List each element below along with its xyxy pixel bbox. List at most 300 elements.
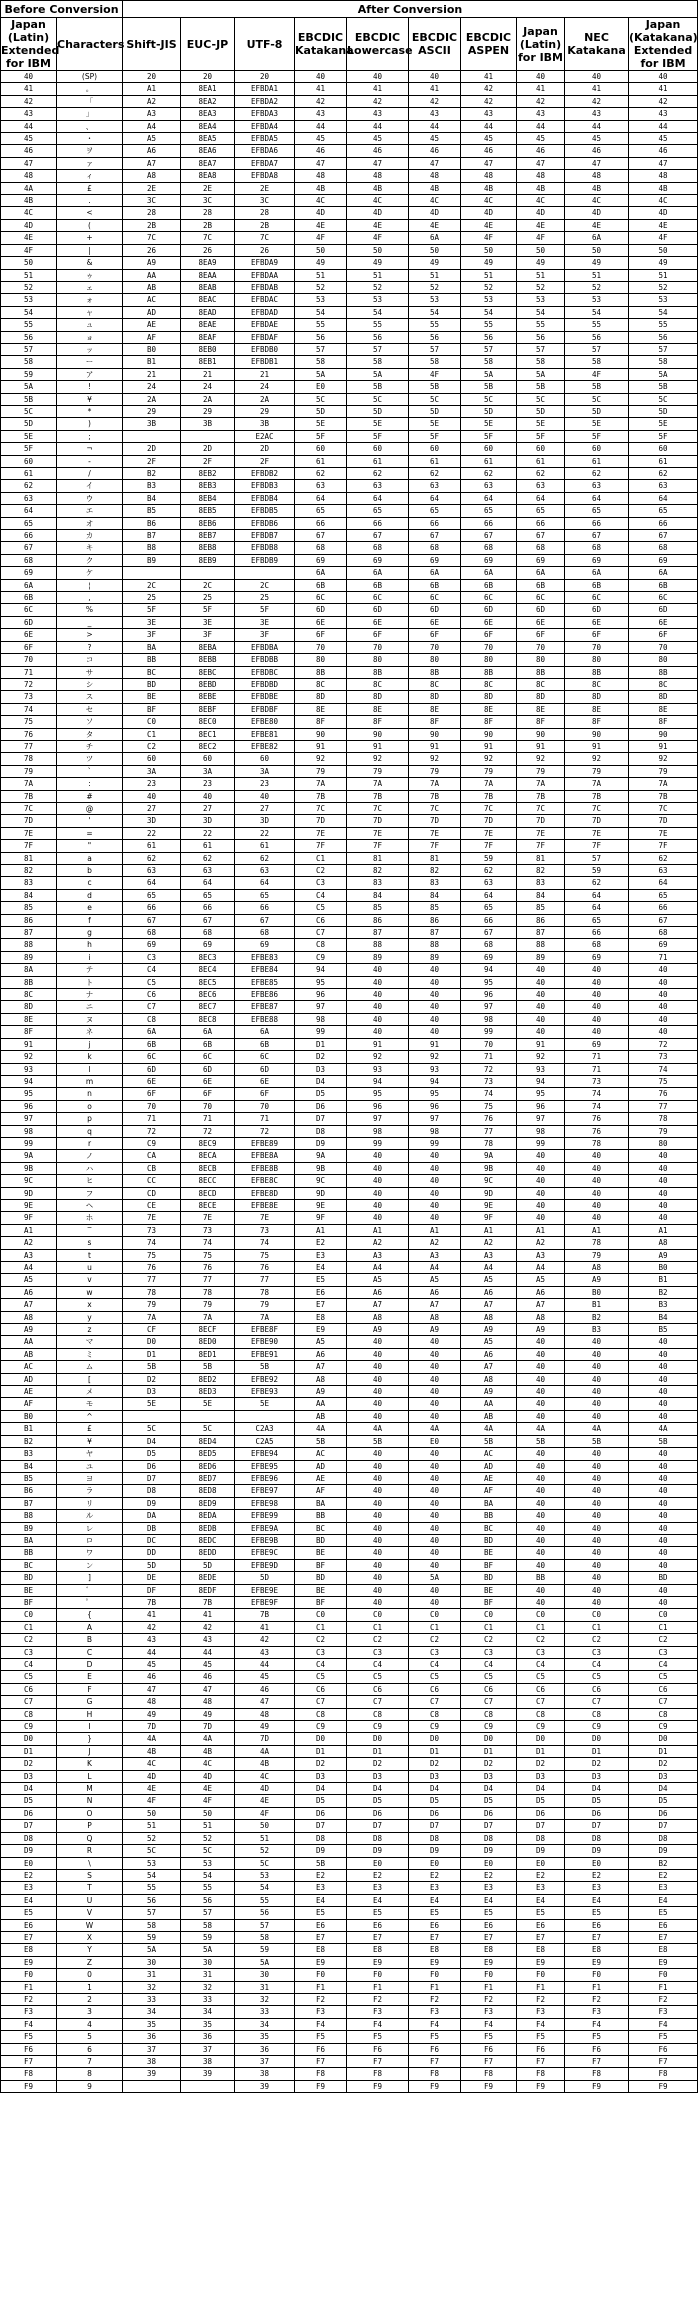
table-cell: F4	[461, 2018, 517, 2030]
table-cell: 97	[1, 1113, 57, 1125]
table-cell: 40	[409, 1386, 461, 1398]
table-cell: 4F	[409, 368, 461, 380]
table-cell: :	[57, 778, 123, 790]
table-cell: E8	[409, 1944, 461, 1956]
table-cell: 65	[235, 889, 295, 901]
table-cell: 4C	[235, 1770, 295, 1782]
table-cell: 8B	[565, 666, 629, 678]
table-row	[1, 443, 698, 455]
table-cell: 3C	[235, 195, 295, 207]
table-cell: 76	[123, 1262, 181, 1274]
table-cell: 40	[409, 1534, 461, 1546]
table-cell: 6B	[461, 579, 517, 591]
table-cell: ュ	[57, 319, 123, 331]
table-cell: EFBDA5	[235, 133, 295, 145]
table-cell: H	[57, 1708, 123, 1720]
table-cell: D3	[565, 1770, 629, 1782]
table-cell: 6D	[123, 1063, 181, 1075]
table-cell: EFBDA9	[235, 257, 295, 269]
table-cell: ォ	[57, 294, 123, 306]
table-cell: 53	[517, 294, 565, 306]
table-cell: 7E	[461, 827, 517, 839]
table-cell: 58	[629, 356, 698, 368]
table-cell: カ	[57, 530, 123, 542]
table-cell: 4B	[517, 182, 565, 194]
table-cell: 8EC2	[181, 740, 235, 752]
table-cell: 74	[461, 1088, 517, 1100]
table-cell: ヘ	[57, 1199, 123, 1211]
table-cell: タ	[57, 728, 123, 740]
table-cell: E7	[517, 1931, 565, 1943]
table-row	[1, 1894, 698, 1906]
table-cell: D7	[461, 1820, 517, 1832]
table-cell: E6	[347, 1919, 409, 1931]
table-cell: D2	[295, 1051, 347, 1063]
table-cell: A9	[461, 1386, 517, 1398]
table-cell: 44	[517, 120, 565, 132]
table-cell: 8E	[565, 703, 629, 715]
table-cell: 8EA8	[181, 170, 235, 182]
table-row	[1, 604, 698, 616]
table-cell: D7	[347, 1820, 409, 1832]
table-cell: 35	[235, 2031, 295, 2043]
table-cell: 48	[181, 1696, 235, 1708]
table-cell: A5	[1, 1274, 57, 1286]
table-cell: 4A	[409, 1423, 461, 1435]
table-cell: BF	[295, 1559, 347, 1571]
table-cell: 66	[235, 902, 295, 914]
table-cell: F2	[1, 1993, 57, 2005]
table-cell: EFBDBC	[235, 666, 295, 678]
table-cell: EFBDA3	[235, 108, 295, 120]
table-cell: A8	[347, 1311, 409, 1323]
table-cell: 8ECD	[181, 1187, 235, 1199]
table-cell: 85	[409, 902, 461, 914]
table-cell: 57	[1, 343, 57, 355]
table-cell: D6	[629, 1807, 698, 1819]
table-cell: AA	[461, 1398, 517, 1410]
table-cell: DD	[123, 1547, 181, 1559]
table-cell: レ	[57, 1522, 123, 1534]
table-cell: 5F	[517, 430, 565, 442]
table-cell: 7D	[235, 1733, 295, 1745]
table-cell: 42	[235, 1634, 295, 1646]
table-cell: D3	[629, 1770, 698, 1782]
table-cell: AC	[295, 1448, 347, 1460]
table-cell: 89	[1, 951, 57, 963]
table-cell: A6	[295, 1348, 347, 1360]
table-cell: 92	[347, 1051, 409, 1063]
table-cell: 79	[409, 765, 461, 777]
table-cell: 40	[347, 964, 409, 976]
table-cell: 40	[517, 1373, 565, 1385]
table-cell: 5B	[565, 381, 629, 393]
table-cell: 73	[629, 1051, 698, 1063]
table-cell: 92	[409, 1051, 461, 1063]
table-cell: 60	[409, 443, 461, 455]
table-cell: A5	[517, 1274, 565, 1286]
table-cell: C9	[461, 1721, 517, 1733]
table-row	[1, 2056, 698, 2068]
table-cell: 3D	[235, 815, 295, 827]
table-cell: 40	[629, 1460, 698, 1472]
table-cell: 34	[235, 2018, 295, 2030]
table-cell: EFBDA1	[235, 83, 295, 95]
table-cell: F3	[565, 2006, 629, 2018]
table-cell: 2D	[123, 443, 181, 455]
table-cell: 43	[1, 108, 57, 120]
table-cell: 40	[409, 1013, 461, 1025]
table-cell: A3	[1, 1249, 57, 1261]
table-cell: 4A	[235, 1745, 295, 1757]
table-cell: 56	[1, 331, 57, 343]
table-cell: ゜	[57, 1596, 123, 1608]
table-cell: 7E	[123, 1212, 181, 1224]
table-cell: 8EA7	[181, 157, 235, 169]
table-cell: EFBE88	[235, 1013, 295, 1025]
table-cell: ソ	[57, 716, 123, 728]
table-cell: F5	[295, 2031, 347, 2043]
table-cell: D5	[565, 1795, 629, 1807]
table-row	[1, 914, 698, 926]
table-cell: BC	[1, 1559, 57, 1571]
table-cell: 90	[629, 728, 698, 740]
table-cell: A3	[347, 1249, 409, 1261]
table-row	[1, 1361, 698, 1373]
table-cell: 81	[347, 852, 409, 864]
table-cell: B4	[1, 1460, 57, 1472]
table-cell: E2	[409, 1869, 461, 1881]
table-cell: ァ	[57, 157, 123, 169]
table-cell: 34	[181, 2006, 235, 2018]
table-cell	[181, 1410, 235, 1422]
table-cell: F8	[1, 2068, 57, 2080]
table-cell: E2	[517, 1869, 565, 1881]
table-row	[1, 1249, 698, 1261]
table-cell: B4	[123, 492, 181, 504]
table-cell: C8	[1, 1708, 57, 1720]
table-cell: 2B	[181, 219, 235, 231]
table-cell: D7	[1, 1820, 57, 1832]
table-cell: C3	[409, 1646, 461, 1658]
table-cell: 78	[461, 1137, 517, 1149]
table-cell: 63	[461, 480, 517, 492]
table-cell: 49	[629, 257, 698, 269]
table-cell: D7	[409, 1820, 461, 1832]
table-cell: 69	[347, 554, 409, 566]
table-cell: 4F	[1, 244, 57, 256]
table-cell: 62	[565, 877, 629, 889]
table-cell: 69	[409, 554, 461, 566]
table-cell: ッ	[57, 343, 123, 355]
table-cell: C6	[629, 1683, 698, 1695]
table-cell: 72	[1, 678, 57, 690]
table-cell: 40	[517, 964, 565, 976]
table-cell: 40	[409, 71, 461, 83]
table-cell: 9E	[461, 1199, 517, 1211]
table-cell: %	[57, 604, 123, 616]
table-cell: BE	[461, 1584, 517, 1596]
table-cell: 74	[565, 1100, 629, 1112]
table-cell: B2	[565, 1311, 629, 1323]
table-cell: A9	[295, 1386, 347, 1398]
table-cell: 40	[517, 1485, 565, 1497]
table-cell: 39	[181, 2068, 235, 2080]
table-cell: ワ	[57, 1547, 123, 1559]
table-cell: 53	[461, 294, 517, 306]
table-cell: C9	[1, 1721, 57, 1733]
table-cell: F4	[409, 2018, 461, 2030]
table-cell: 4B	[347, 182, 409, 194]
table-cell: 9C	[295, 1175, 347, 1187]
table-cell: 46	[629, 145, 698, 157]
table-cell: E3	[295, 1882, 347, 1894]
table-cell: 79	[629, 765, 698, 777]
table-cell: A9	[461, 1324, 517, 1336]
table-cell: 40	[347, 1559, 409, 1571]
table-cell: 6D	[235, 1063, 295, 1075]
table-cell: 9B	[461, 1162, 517, 1174]
table-cell: 40	[409, 1001, 461, 1013]
table-row	[1, 1199, 698, 1211]
table-cell: 2E	[123, 182, 181, 194]
table-cell: 63	[629, 865, 698, 877]
table-cell: 8E	[461, 703, 517, 715]
table-cell: C2A5	[235, 1435, 295, 1447]
table-cell: 65	[1, 517, 57, 529]
table-cell: フ	[57, 1187, 123, 1199]
table-cell: x	[57, 1299, 123, 1311]
table-cell: 40	[517, 1150, 565, 1162]
table-cell: 57	[517, 343, 565, 355]
table-cell: E0	[461, 1857, 517, 1869]
table-cell: 4D	[461, 207, 517, 219]
table-cell: E5	[295, 1274, 347, 1286]
table-cell: 70	[181, 1100, 235, 1112]
table-cell: D5	[347, 1795, 409, 1807]
table-cell: 28	[235, 207, 295, 219]
table-row	[1, 381, 698, 393]
table-cell: \	[57, 1857, 123, 1869]
table-cell: 5C	[461, 393, 517, 405]
table-cell: 5E	[565, 418, 629, 430]
table-cell: A7	[409, 1299, 461, 1311]
table-cell: E3	[517, 1882, 565, 1894]
table-cell: 70	[235, 1100, 295, 1112]
table-cell: 90	[409, 728, 461, 740]
table-cell: 8EDC	[181, 1534, 235, 1546]
table-cell: 6C	[123, 1051, 181, 1063]
table-cell: 8EDE	[181, 1572, 235, 1584]
table-row	[1, 1522, 698, 1534]
table-cell: L	[57, 1770, 123, 1782]
table-cell: 7E	[565, 827, 629, 839]
table-cell: 39	[235, 2080, 295, 2092]
table-cell: ル	[57, 1510, 123, 1522]
table-cell: C5	[409, 1671, 461, 1683]
table-cell: 8B	[1, 976, 57, 988]
table-cell: ェ	[57, 281, 123, 293]
table-cell: 48	[295, 170, 347, 182]
table-row	[1, 641, 698, 653]
table-cell: £	[57, 182, 123, 194]
table-cell: 8EAA	[181, 269, 235, 281]
table-cell: 69	[565, 1038, 629, 1050]
table-cell: 68	[123, 927, 181, 939]
table-cell: F3	[1, 2006, 57, 2018]
table-cell: 4E	[1, 232, 57, 244]
table-cell: D7	[565, 1820, 629, 1832]
table-cell: ミ	[57, 1348, 123, 1360]
table-cell: E6	[295, 1919, 347, 1931]
table-cell: 20	[123, 71, 181, 83]
table-cell: E9	[347, 1956, 409, 1968]
table-cell: D1	[629, 1745, 698, 1757]
table-cell: 4E	[347, 219, 409, 231]
table-cell: 8D	[565, 691, 629, 703]
table-cell: ヒ	[57, 1175, 123, 1187]
table-cell: 52	[517, 281, 565, 293]
table-cell: 8EAB	[181, 281, 235, 293]
table-cell: A1	[565, 1224, 629, 1236]
table-cell: 93	[517, 1063, 565, 1075]
table-cell: 88	[1, 939, 57, 951]
table-cell: 6B	[517, 579, 565, 591]
table-cell: C0	[295, 1609, 347, 1621]
table-cell: AE	[123, 319, 181, 331]
table-cell: 6C	[1, 604, 57, 616]
table-cell: 44	[347, 120, 409, 132]
table-cell: 76	[565, 1125, 629, 1137]
table-row	[1, 1237, 698, 1249]
table-cell: AF	[461, 1485, 517, 1497]
table-cell: 71	[565, 1063, 629, 1075]
table-cell: 42	[347, 95, 409, 107]
table-cell: F7	[409, 2056, 461, 2068]
table-cell: C1	[1, 1621, 57, 1633]
table-cell: 7E	[1, 827, 57, 839]
table-cell: 78	[123, 1286, 181, 1298]
table-cell: 5D	[629, 405, 698, 417]
column-header: EBCDIC Lowercase	[347, 18, 409, 71]
table-cell: AF	[295, 1485, 347, 1497]
table-cell: 40	[565, 1361, 629, 1373]
table-cell: 64	[295, 492, 347, 504]
table-cell: 5B	[347, 381, 409, 393]
table-cell: C2A3	[235, 1423, 295, 1435]
table-cell: 8ECB	[181, 1162, 235, 1174]
table-cell: AC	[1, 1361, 57, 1373]
table-cell: 41	[409, 83, 461, 95]
table-cell: 5D	[123, 1559, 181, 1571]
table-cell: F4	[629, 2018, 698, 2030]
table-cell: B1	[629, 1274, 698, 1286]
table-cell: 72	[123, 1125, 181, 1137]
table-row	[1, 951, 698, 963]
table-cell: 5D	[461, 405, 517, 417]
table-cell: 1	[57, 1981, 123, 1993]
table-cell: 7A	[123, 1311, 181, 1323]
table-cell: 77	[235, 1274, 295, 1286]
table-cell: 40	[565, 1386, 629, 1398]
table-cell: 69	[565, 554, 629, 566]
table-cell: "	[57, 840, 123, 852]
table-row	[1, 691, 698, 703]
table-row	[1, 1721, 698, 1733]
table-cell: 6F	[235, 1088, 295, 1100]
table-cell: B6	[1, 1485, 57, 1497]
table-cell: 58	[461, 356, 517, 368]
table-cell: P	[57, 1820, 123, 1832]
table-cell: 66	[629, 517, 698, 529]
table-cell: 80	[409, 654, 461, 666]
table-cell: 40	[629, 1348, 698, 1360]
table-cell: 8D	[461, 691, 517, 703]
table-cell: 95	[347, 1088, 409, 1100]
table-row	[1, 1472, 698, 1484]
table-cell: 40	[409, 1361, 461, 1373]
table-cell: 68	[629, 542, 698, 554]
table-cell: 7C	[565, 802, 629, 814]
table-cell: 92	[517, 753, 565, 765]
table-cell: F9	[347, 2080, 409, 2092]
table-cell: A2	[347, 1237, 409, 1249]
table-cell: 8F	[517, 716, 565, 728]
table-row	[1, 468, 698, 480]
table-cell: 8EA5	[181, 133, 235, 145]
table-cell: 40	[235, 790, 295, 802]
table-row	[1, 1510, 698, 1522]
table-cell: ゥ	[57, 269, 123, 281]
table-cell: 48	[461, 170, 517, 182]
table-cell: Z	[57, 1956, 123, 1968]
table-cell: 2F	[123, 455, 181, 467]
table-row	[1, 1907, 698, 1919]
table-cell: F3	[629, 2006, 698, 2018]
table-cell: 7A	[629, 778, 698, 790]
table-cell: D8	[629, 1832, 698, 1844]
table-cell: 66	[629, 902, 698, 914]
table-cell: 76	[1, 728, 57, 740]
table-cell: 76	[461, 1113, 517, 1125]
table-cell: 46	[565, 145, 629, 157]
table-cell: 64	[347, 492, 409, 504]
table-cell: 42	[461, 83, 517, 95]
table-cell: F7	[461, 2056, 517, 2068]
table-cell: 92	[461, 753, 517, 765]
table-cell: 86	[347, 914, 409, 926]
table-cell: A6	[461, 1286, 517, 1298]
table-cell: 58	[517, 356, 565, 368]
table-cell: 92	[409, 753, 461, 765]
table-cell: 46	[1, 145, 57, 157]
table-cell: 8ECF	[181, 1324, 235, 1336]
table-cell: 66	[181, 902, 235, 914]
table-cell: 41	[1, 83, 57, 95]
table-cell: 40	[347, 1448, 409, 1460]
table-cell: 68	[629, 927, 698, 939]
table-cell: 4C	[181, 1758, 235, 1770]
table-cell: 62	[461, 468, 517, 480]
table-cell: 46	[347, 145, 409, 157]
table-cell: 64	[461, 492, 517, 504]
table-cell: 96	[517, 1100, 565, 1112]
table-cell: D2	[295, 1758, 347, 1770]
table-cell: A4	[347, 1262, 409, 1274]
table-cell: C4	[409, 1659, 461, 1671]
table-cell: 6C	[629, 592, 698, 604]
column-header: EUC-JP	[181, 18, 235, 71]
